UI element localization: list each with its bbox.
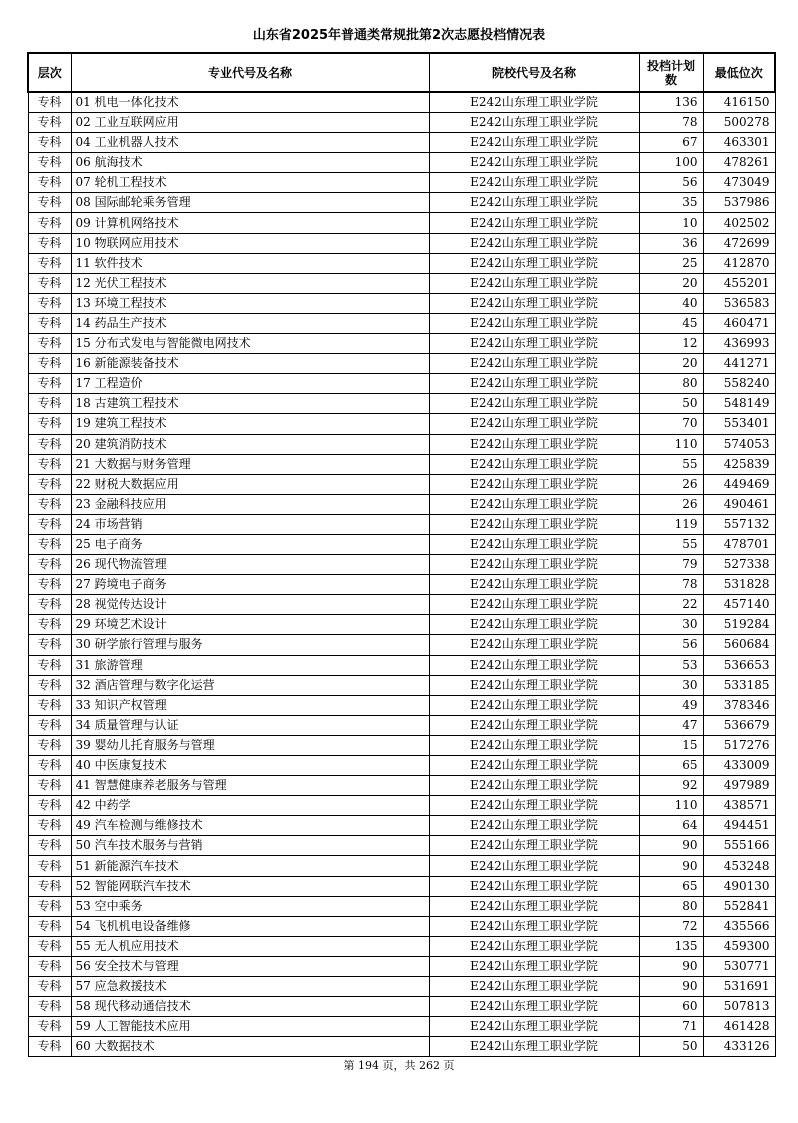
cell-level: 专科: [28, 334, 71, 354]
cell-min-rank: 478701: [703, 534, 775, 554]
cell-major: 41 智慧健康养老服务与管理: [71, 776, 429, 796]
table-row: [28, 635, 775, 655]
cell-plan: 72: [639, 916, 703, 936]
cell-school: E242山东理工职业学院: [429, 655, 639, 675]
cell-level: 专科: [28, 273, 71, 293]
cell-school: E242山东理工职业学院: [429, 675, 639, 695]
cell-plan: 56: [639, 635, 703, 655]
cell-level: 专科: [28, 494, 71, 514]
table-row: [28, 956, 775, 976]
cell-school: E242山东理工职业学院: [429, 253, 639, 273]
cell-school: E242山东理工职业学院: [429, 494, 639, 514]
table-row: [28, 936, 775, 956]
table-row: [28, 756, 775, 776]
cell-min-rank: 530771: [703, 956, 775, 976]
cell-major: 60 大数据技术: [71, 1037, 429, 1057]
cell-plan: 20: [639, 273, 703, 293]
table-row: [28, 514, 775, 534]
cell-school: E242山东理工职业学院: [429, 896, 639, 916]
cell-level: 专科: [28, 735, 71, 755]
cell-plan: 110: [639, 434, 703, 454]
cell-level: 专科: [28, 555, 71, 575]
cell-school: E242山东理工职业学院: [429, 635, 639, 655]
cell-major: 50 汽车技术服务与营销: [71, 836, 429, 856]
cell-major: 21 大数据与财务管理: [71, 454, 429, 474]
cell-school: E242山东理工职业学院: [429, 374, 639, 394]
table-row: [28, 253, 775, 273]
cell-min-rank: 552841: [703, 896, 775, 916]
cell-level: 专科: [28, 514, 71, 534]
cell-min-rank: 558240: [703, 374, 775, 394]
cell-school: E242山东理工职业学院: [429, 595, 639, 615]
table-row: [28, 213, 775, 233]
cell-school: E242山东理工职业学院: [429, 293, 639, 313]
cell-min-rank: 378346: [703, 695, 775, 715]
cell-level: 专科: [28, 896, 71, 916]
cell-plan: 78: [639, 113, 703, 133]
cell-school: E242山东理工职业学院: [429, 997, 639, 1017]
cell-plan: 136: [639, 92, 703, 113]
cell-school: E242山东理工职业学院: [429, 514, 639, 534]
header-min-rank: 最低位次: [703, 53, 775, 92]
cell-plan: 135: [639, 936, 703, 956]
cell-min-rank: 473049: [703, 173, 775, 193]
cell-level: 专科: [28, 936, 71, 956]
cell-level: 专科: [28, 454, 71, 474]
table-row: [28, 474, 775, 494]
cell-level: 专科: [28, 876, 71, 896]
cell-min-rank: 536653: [703, 655, 775, 675]
table-row: [28, 313, 775, 333]
cell-level: 专科: [28, 253, 71, 273]
cell-min-rank: 402502: [703, 213, 775, 233]
cell-min-rank: 433009: [703, 756, 775, 776]
cell-min-rank: 461428: [703, 1017, 775, 1037]
table-body: [28, 92, 775, 1057]
cell-min-rank: 472699: [703, 233, 775, 253]
cell-school: E242山东理工职业学院: [429, 193, 639, 213]
table-row: [28, 977, 775, 997]
cell-plan: 92: [639, 776, 703, 796]
cell-plan: 119: [639, 514, 703, 534]
cell-min-rank: 560684: [703, 635, 775, 655]
table-row: [28, 193, 775, 213]
cell-level: 专科: [28, 354, 71, 374]
table-row: [28, 354, 775, 374]
cell-school: E242山东理工职业学院: [429, 233, 639, 253]
cell-major: 57 应急救援技术: [71, 977, 429, 997]
cell-plan: 40: [639, 293, 703, 313]
cell-level: 专科: [28, 977, 71, 997]
cell-min-rank: 490130: [703, 876, 775, 896]
cell-plan: 10: [639, 213, 703, 233]
cell-school: E242山东理工职业学院: [429, 334, 639, 354]
cell-plan: 47: [639, 715, 703, 735]
cell-school: E242山东理工职业学院: [429, 474, 639, 494]
cell-level: 专科: [28, 816, 71, 836]
cell-major: 51 新能源汽车技术: [71, 856, 429, 876]
cell-plan: 36: [639, 233, 703, 253]
cell-level: 专科: [28, 193, 71, 213]
cell-school: E242山东理工职业学院: [429, 936, 639, 956]
cell-school: E242山东理工职业学院: [429, 555, 639, 575]
cell-level: 专科: [28, 173, 71, 193]
cell-school: E242山东理工职业学院: [429, 1017, 639, 1037]
cell-min-rank: 412870: [703, 253, 775, 273]
cell-level: 专科: [28, 113, 71, 133]
cell-major: 11 软件技术: [71, 253, 429, 273]
cell-min-rank: 507813: [703, 997, 775, 1017]
cell-major: 24 市场营销: [71, 514, 429, 534]
cell-major: 55 无人机应用技术: [71, 936, 429, 956]
cell-min-rank: 478261: [703, 153, 775, 173]
cell-level: 专科: [28, 534, 71, 554]
cell-plan: 45: [639, 313, 703, 333]
table-row: [28, 534, 775, 554]
cell-major: 10 物联网应用技术: [71, 233, 429, 253]
cell-school: E242山东理工职业学院: [429, 153, 639, 173]
cell-level: 专科: [28, 655, 71, 675]
table-row: [28, 1037, 775, 1057]
table-row: [28, 856, 775, 876]
cell-level: 专科: [28, 313, 71, 333]
cell-major: 13 环境工程技术: [71, 293, 429, 313]
table-row: [28, 414, 775, 434]
table-row: [28, 394, 775, 414]
cell-plan: 55: [639, 454, 703, 474]
cell-min-rank: 425839: [703, 454, 775, 474]
cell-level: 专科: [28, 293, 71, 313]
table-row: [28, 836, 775, 856]
cell-school: E242山东理工职业学院: [429, 836, 639, 856]
cell-min-rank: 527338: [703, 555, 775, 575]
cell-school: E242山东理工职业学院: [429, 916, 639, 936]
table-row: [28, 293, 775, 313]
table-row: [28, 916, 775, 936]
cell-school: E242山东理工职业学院: [429, 434, 639, 454]
cell-major: 26 现代物流管理: [71, 555, 429, 575]
cell-plan: 60: [639, 997, 703, 1017]
cell-major: 30 研学旅行管理与服务: [71, 635, 429, 655]
cell-major: 19 建筑工程技术: [71, 414, 429, 434]
cell-level: 专科: [28, 956, 71, 976]
table-row: [28, 334, 775, 354]
table-row: [28, 233, 775, 253]
cell-major: 09 计算机网络技术: [71, 213, 429, 233]
cell-plan: 55: [639, 534, 703, 554]
cell-school: E242山东理工职业学院: [429, 92, 639, 113]
cell-school: E242山东理工职业学院: [429, 715, 639, 735]
cell-major: 42 中药学: [71, 796, 429, 816]
cell-plan: 79: [639, 555, 703, 575]
cell-min-rank: 441271: [703, 354, 775, 374]
table-row: [28, 997, 775, 1017]
cell-min-rank: 494451: [703, 816, 775, 836]
cell-min-rank: 548149: [703, 394, 775, 414]
cell-plan: 56: [639, 173, 703, 193]
cell-school: E242山东理工职业学院: [429, 273, 639, 293]
cell-level: 专科: [28, 715, 71, 735]
cell-min-rank: 497989: [703, 776, 775, 796]
cell-school: E242山东理工职业学院: [429, 1037, 639, 1057]
cell-major: 12 光伏工程技术: [71, 273, 429, 293]
table-row: [28, 133, 775, 153]
cell-major: 20 建筑消防技术: [71, 434, 429, 454]
cell-min-rank: 457140: [703, 595, 775, 615]
cell-plan: 110: [639, 796, 703, 816]
table-header-row: [28, 53, 775, 92]
cell-major: 25 电子商务: [71, 534, 429, 554]
cell-min-rank: 536583: [703, 293, 775, 313]
cell-plan: 30: [639, 675, 703, 695]
cell-major: 01 机电一体化技术: [71, 92, 429, 113]
cell-min-rank: 438571: [703, 796, 775, 816]
cell-min-rank: 416150: [703, 92, 775, 113]
cell-school: E242山东理工职业学院: [429, 454, 639, 474]
cell-level: 专科: [28, 756, 71, 776]
cell-plan: 80: [639, 896, 703, 916]
cell-plan: 53: [639, 655, 703, 675]
cell-level: 专科: [28, 1017, 71, 1037]
cell-plan: 15: [639, 735, 703, 755]
cell-plan: 67: [639, 133, 703, 153]
cell-level: 专科: [28, 595, 71, 615]
cell-major: 56 安全技术与管理: [71, 956, 429, 976]
cell-major: 40 中医康复技术: [71, 756, 429, 776]
cell-major: 16 新能源装备技术: [71, 354, 429, 374]
cell-major: 06 航海技术: [71, 153, 429, 173]
cell-level: 专科: [28, 997, 71, 1017]
cell-school: E242山东理工职业学院: [429, 876, 639, 896]
table-row: [28, 153, 775, 173]
cell-plan: 80: [639, 374, 703, 394]
cell-major: 22 财税大数据应用: [71, 474, 429, 494]
cell-major: 33 知识产权管理: [71, 695, 429, 715]
cell-school: E242山东理工职业学院: [429, 756, 639, 776]
cell-major: 32 酒店管理与数字化运营: [71, 675, 429, 695]
cell-min-rank: 463301: [703, 133, 775, 153]
table-row: [28, 655, 775, 675]
cell-level: 专科: [28, 635, 71, 655]
cell-major: 49 汽车检测与维修技术: [71, 816, 429, 836]
cell-plan: 20: [639, 354, 703, 374]
cell-major: 07 轮机工程技术: [71, 173, 429, 193]
cell-school: E242山东理工职业学院: [429, 534, 639, 554]
cell-school: E242山东理工职业学院: [429, 956, 639, 976]
cell-min-rank: 555166: [703, 836, 775, 856]
table-row: [28, 735, 775, 755]
cell-major: 14 药品生产技术: [71, 313, 429, 333]
cell-min-rank: 574053: [703, 434, 775, 454]
header-major: 专业代号及名称: [71, 53, 429, 92]
cell-major: 58 现代移动通信技术: [71, 997, 429, 1017]
cell-school: E242山东理工职业学院: [429, 856, 639, 876]
cell-level: 专科: [28, 394, 71, 414]
cell-min-rank: 490461: [703, 494, 775, 514]
table-row: [28, 876, 775, 896]
cell-plan: 70: [639, 414, 703, 434]
cell-plan: 26: [639, 474, 703, 494]
cell-min-rank: 553401: [703, 414, 775, 434]
cell-min-rank: 459300: [703, 936, 775, 956]
cell-min-rank: 517276: [703, 735, 775, 755]
cell-major: 18 古建筑工程技术: [71, 394, 429, 414]
table-row: [28, 675, 775, 695]
cell-level: 专科: [28, 374, 71, 394]
cell-major: 59 人工智能技术应用: [71, 1017, 429, 1037]
table-row: [28, 615, 775, 635]
cell-level: 专科: [28, 1037, 71, 1057]
cell-level: 专科: [28, 474, 71, 494]
cell-level: 专科: [28, 213, 71, 233]
table-row: [28, 776, 775, 796]
cell-plan: 71: [639, 1017, 703, 1037]
page-title: 山东省2025年普通类常规批第2次志愿投档情况表: [252, 28, 546, 43]
cell-level: 专科: [28, 675, 71, 695]
cell-plan: 65: [639, 876, 703, 896]
cell-school: E242山东理工职业学院: [429, 735, 639, 755]
cell-plan: 90: [639, 836, 703, 856]
header-school: 院校代号及名称: [429, 53, 639, 92]
table-row: [28, 695, 775, 715]
cell-min-rank: 433126: [703, 1037, 775, 1057]
cell-school: E242山东理工职业学院: [429, 615, 639, 635]
cell-min-rank: 436993: [703, 334, 775, 354]
cell-level: 专科: [28, 796, 71, 816]
cell-level: 专科: [28, 153, 71, 173]
cell-plan: 100: [639, 153, 703, 173]
cell-min-rank: 453248: [703, 856, 775, 876]
cell-min-rank: 557132: [703, 514, 775, 534]
cell-school: E242山东理工职业学院: [429, 113, 639, 133]
cell-level: 专科: [28, 836, 71, 856]
cell-major: 52 智能网联汽车技术: [71, 876, 429, 896]
cell-plan: 26: [639, 494, 703, 514]
cell-major: 23 金融科技应用: [71, 494, 429, 514]
cell-major: 34 质量管理与认证: [71, 715, 429, 735]
cell-level: 专科: [28, 92, 71, 113]
table-row: [28, 715, 775, 735]
cell-min-rank: 531828: [703, 575, 775, 595]
cell-plan: 78: [639, 575, 703, 595]
cell-min-rank: 519284: [703, 615, 775, 635]
table-row: [28, 796, 775, 816]
cell-plan: 22: [639, 595, 703, 615]
cell-plan: 90: [639, 977, 703, 997]
cell-school: E242山东理工职业学院: [429, 313, 639, 333]
table-row: [28, 555, 775, 575]
table-row: [28, 816, 775, 836]
cell-major: 15 分布式发电与智能微电网技术: [71, 334, 429, 354]
table-row: [28, 896, 775, 916]
cell-school: E242山东理工职业学院: [429, 695, 639, 715]
cell-level: 专科: [28, 856, 71, 876]
table-row: [28, 273, 775, 293]
table-row: [28, 374, 775, 394]
cell-level: 专科: [28, 615, 71, 635]
table-row: [28, 454, 775, 474]
cell-min-rank: 460471: [703, 313, 775, 333]
cell-level: 专科: [28, 916, 71, 936]
table-row: [28, 595, 775, 615]
cell-plan: 65: [639, 756, 703, 776]
cell-min-rank: 533185: [703, 675, 775, 695]
cell-min-rank: 449469: [703, 474, 775, 494]
cell-school: E242山东理工职业学院: [429, 173, 639, 193]
cell-major: 17 工程造价: [71, 374, 429, 394]
cell-level: 专科: [28, 575, 71, 595]
cell-plan: 30: [639, 615, 703, 635]
cell-school: E242山东理工职业学院: [429, 796, 639, 816]
cell-major: 53 空中乘务: [71, 896, 429, 916]
cell-major: 27 跨境电子商务: [71, 575, 429, 595]
cell-major: 28 视觉传达设计: [71, 595, 429, 615]
table-row: [28, 1017, 775, 1037]
cell-level: 专科: [28, 695, 71, 715]
cell-level: 专科: [28, 776, 71, 796]
cell-major: 02 工业互联网应用: [71, 113, 429, 133]
cell-school: E242山东理工职业学院: [429, 776, 639, 796]
table-row: [28, 434, 775, 454]
table-row: [28, 575, 775, 595]
cell-school: E242山东理工职业学院: [429, 133, 639, 153]
header-plan: 投档计划数: [639, 53, 703, 92]
cell-major: 08 国际邮轮乘务管理: [71, 193, 429, 213]
cell-min-rank: 500278: [703, 113, 775, 133]
cell-min-rank: 531691: [703, 977, 775, 997]
cell-level: 专科: [28, 233, 71, 253]
cell-plan: 35: [639, 193, 703, 213]
table-row: [28, 494, 775, 514]
cell-plan: 90: [639, 856, 703, 876]
cell-plan: 50: [639, 1037, 703, 1057]
cell-school: E242山东理工职业学院: [429, 394, 639, 414]
cell-major: 29 环境艺术设计: [71, 615, 429, 635]
cell-major: 54 飞机机电设备维修: [71, 916, 429, 936]
cell-level: 专科: [28, 133, 71, 153]
cell-school: E242山东理工职业学院: [429, 977, 639, 997]
table-row: [28, 92, 775, 113]
cell-min-rank: 537986: [703, 193, 775, 213]
table-row: [28, 173, 775, 193]
admission-table: [27, 52, 776, 1057]
header-level: 层次: [28, 53, 71, 92]
cell-school: E242山东理工职业学院: [429, 414, 639, 434]
cell-major: 31 旅游管理: [71, 655, 429, 675]
cell-school: E242山东理工职业学院: [429, 213, 639, 233]
cell-plan: 12: [639, 334, 703, 354]
cell-school: E242山东理工职业学院: [429, 816, 639, 836]
cell-level: 专科: [28, 414, 71, 434]
page-footer: 第 194 页，共 262 页: [343, 1059, 455, 1072]
cell-major: 04 工业机器人技术: [71, 133, 429, 153]
cell-plan: 90: [639, 956, 703, 976]
cell-school: E242山东理工职业学院: [429, 354, 639, 374]
cell-plan: 50: [639, 394, 703, 414]
cell-level: 专科: [28, 434, 71, 454]
cell-min-rank: 435566: [703, 916, 775, 936]
cell-plan: 25: [639, 253, 703, 273]
cell-major: 39 婴幼儿托育服务与管理: [71, 735, 429, 755]
cell-school: E242山东理工职业学院: [429, 575, 639, 595]
cell-plan: 64: [639, 816, 703, 836]
cell-min-rank: 536679: [703, 715, 775, 735]
table-row: [28, 113, 775, 133]
cell-plan: 49: [639, 695, 703, 715]
cell-min-rank: 455201: [703, 273, 775, 293]
